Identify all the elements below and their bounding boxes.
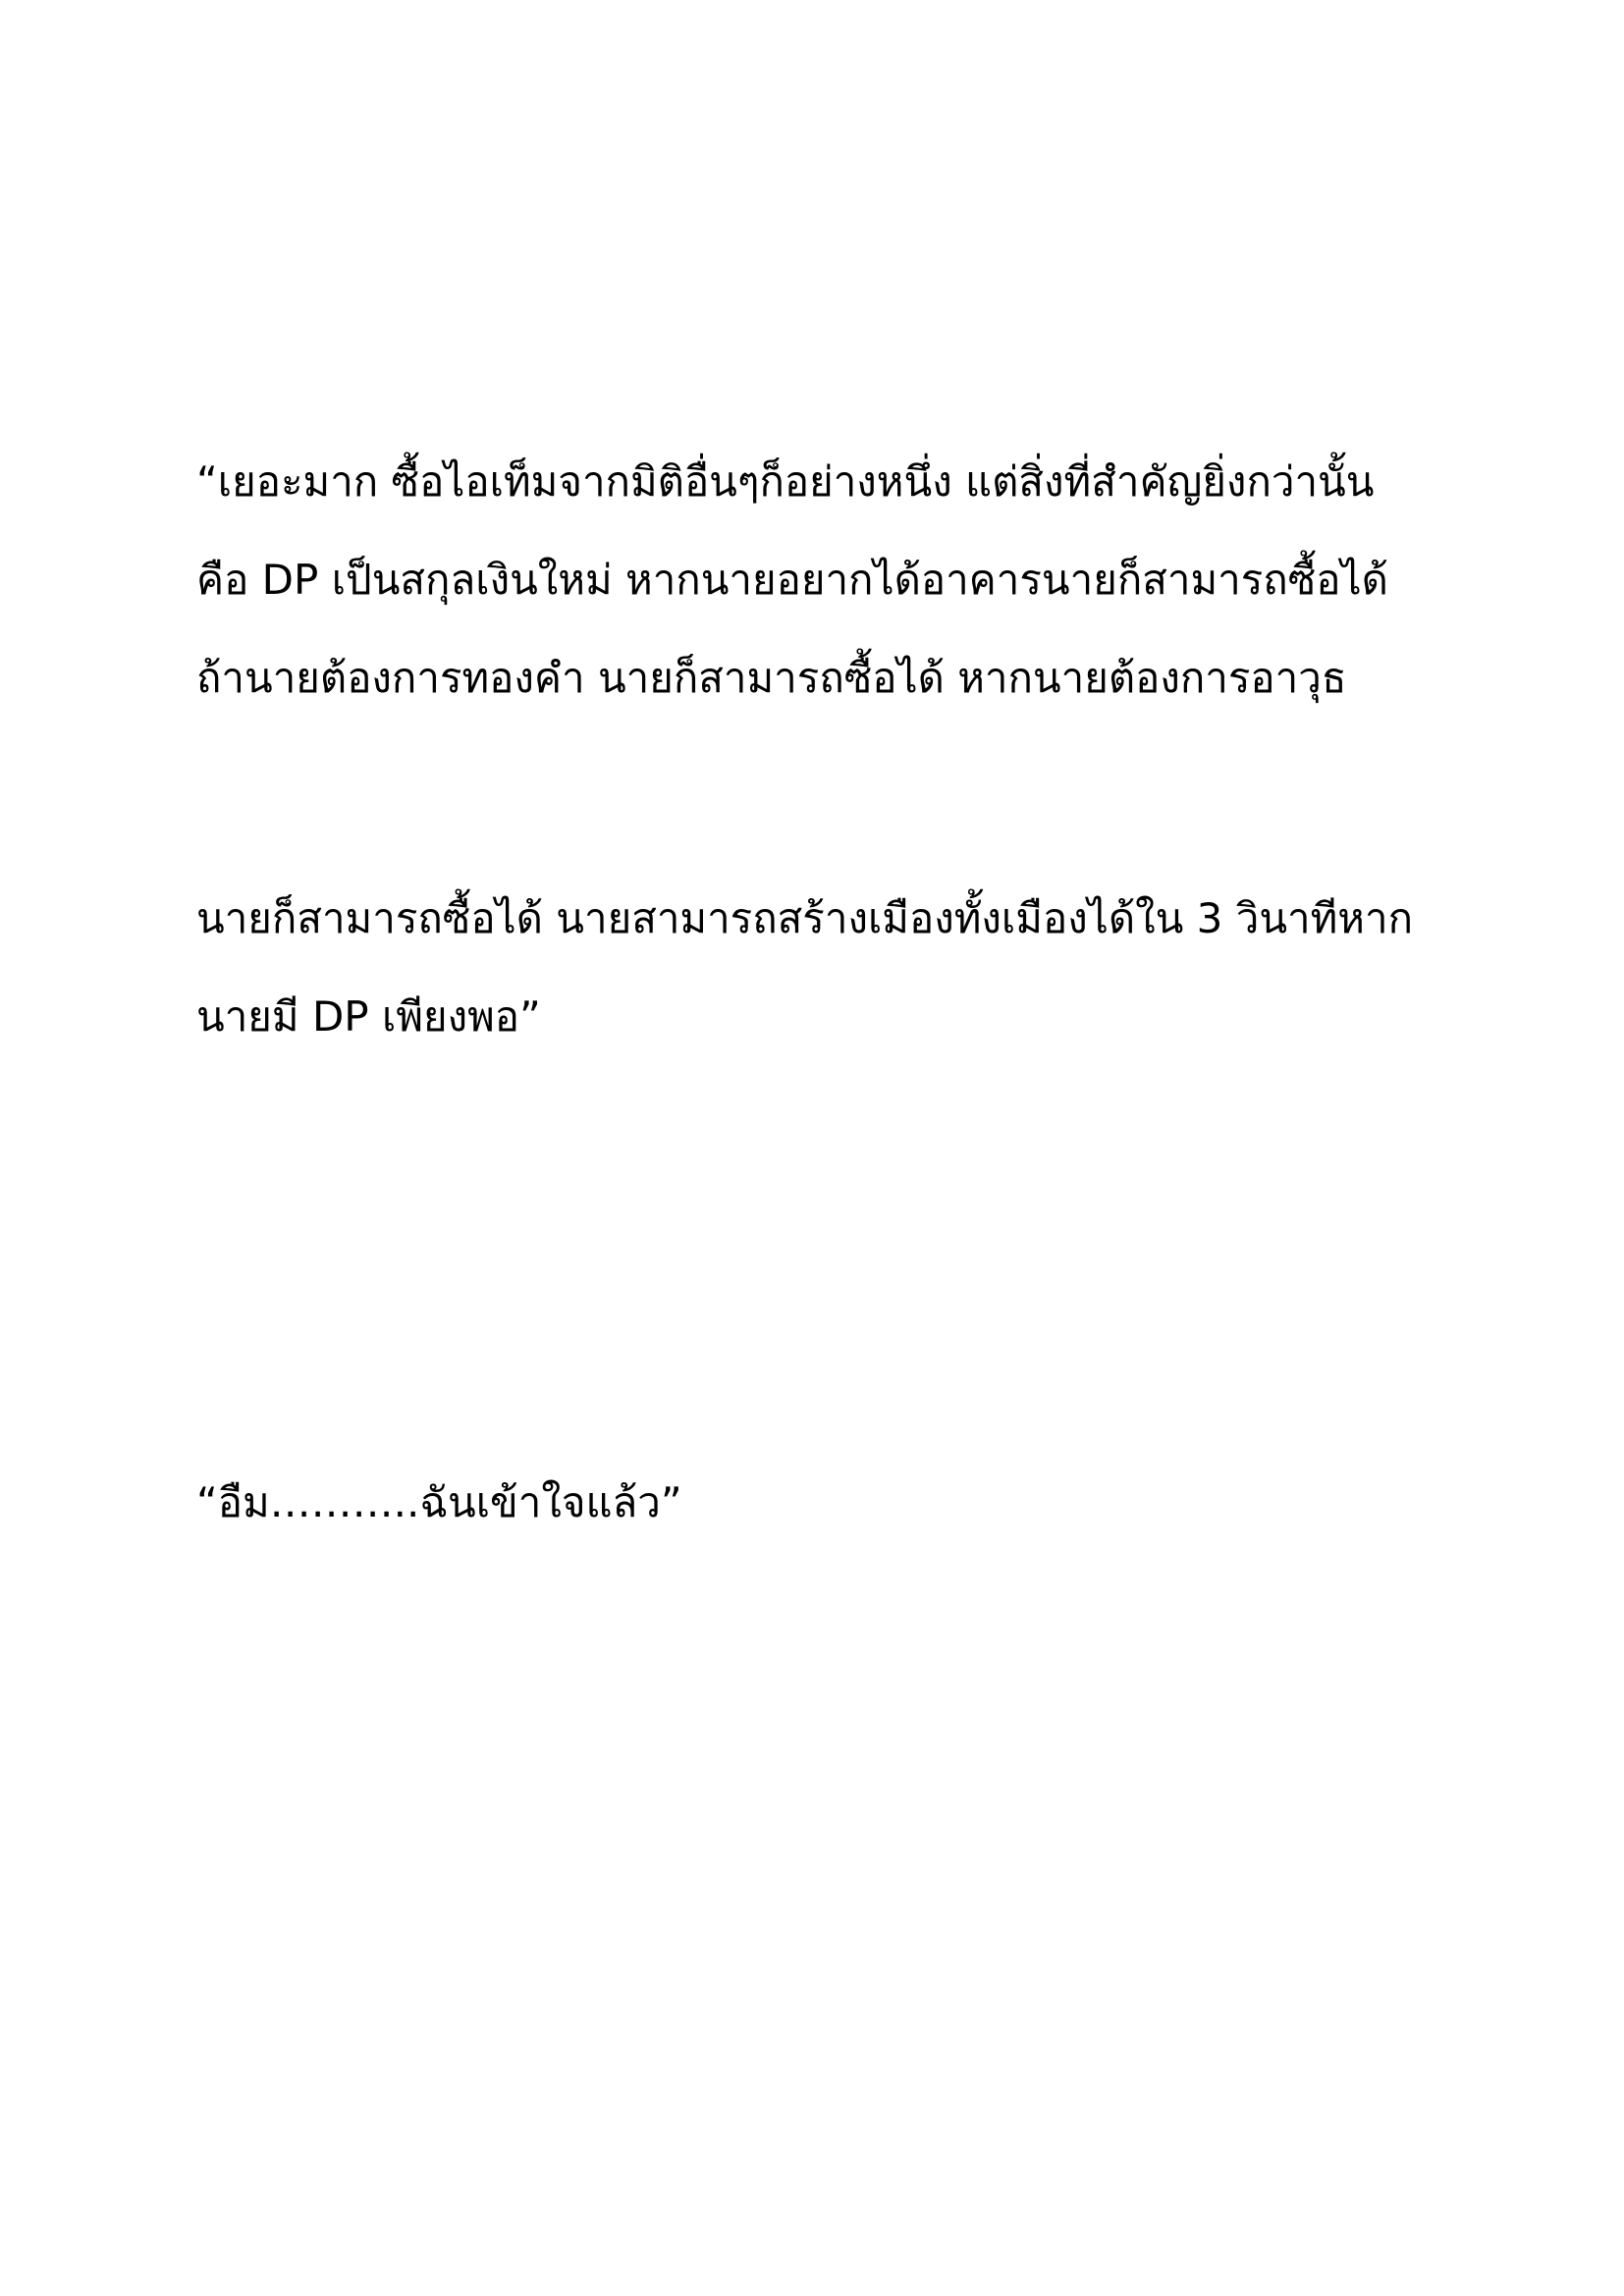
text-line: นายก็สามารถซื้อได้ นายสามารถสร้างเมืองทั้งเมืองได้ใน 3 วินาทีหาก bbox=[196, 894, 1413, 942]
text-line: ถ้านายต้องการทองคำ นายก็สามารถซื้อได้ หากนายต้องการอาวุธ bbox=[196, 654, 1347, 702]
text-line: นายมี DP เพียงพอ” bbox=[196, 992, 541, 1041]
text-line: “เยอะมาก ซื้อไอเท็มจากมิติอื่นๆก็อย่างหนึ่ง แต่สิ่งที่สำคัญยิ่งกว่านั้น bbox=[196, 457, 1375, 506]
text-line: “อืม………..ฉันเข้าใจแล้ว” bbox=[196, 1478, 682, 1526]
text-line: คือ DP เป็นสกุลเงินใหม่ หากนายอยากได้อาคารนายก็สามารถซื้อได้ bbox=[196, 556, 1388, 604]
